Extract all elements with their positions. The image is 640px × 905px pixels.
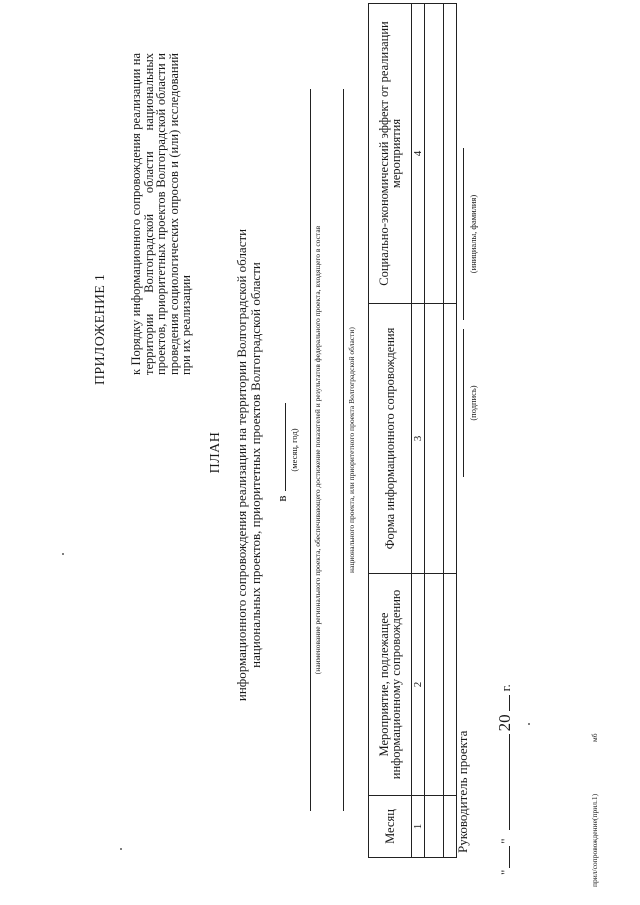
table-row	[425, 4, 444, 858]
column-number-3: 3	[412, 304, 425, 574]
header-effect: Социально-экономический эффект от реализации мероприятия	[369, 4, 412, 304]
table-number-row	[412, 4, 425, 858]
footer-initials: мб	[590, 733, 599, 742]
column-number-4: 4	[412, 4, 425, 304]
table-cell[interactable]	[425, 796, 444, 858]
footer-file-path: прил/сопровождение(прил.1)	[590, 793, 599, 887]
column-number-2: 2	[412, 574, 425, 796]
signature-line	[463, 329, 464, 477]
table-header-row	[369, 4, 412, 858]
header-form: Форма информационного сопровождения	[369, 304, 412, 574]
year-blank	[497, 695, 510, 711]
scan-speck	[120, 848, 122, 850]
name-line	[463, 148, 464, 320]
date-close-quote: "	[498, 838, 513, 844]
day-blank	[497, 846, 510, 868]
header-month: Месяц	[369, 796, 412, 858]
month-caption: (месяц, год)	[289, 428, 299, 472]
project-name-line-2	[343, 89, 344, 811]
header-event: Мероприятие, подлежащее информационному сопровождению	[369, 574, 412, 796]
plan-table	[368, 3, 457, 858]
table-cell[interactable]	[444, 4, 457, 304]
month-prefix: в	[274, 495, 289, 502]
column-number-1: 1	[412, 796, 425, 858]
appendix-title: ПРИЛОЖЕНИЕ 1	[93, 273, 108, 385]
plan-subtitle: информационного сопровождения реализации на территории Волгоградской области национальных проектов, приоритетных проектов Волгоградской области	[234, 228, 263, 702]
table-row	[444, 4, 457, 858]
project-leader-label: Руководитель проекта	[455, 730, 470, 853]
table-cell[interactable]	[425, 304, 444, 574]
signature-caption: (подпись)	[468, 385, 478, 421]
project-name-caption: (наименование регионального проекта, обеспечивающего достижение показателей и результатов федерального проекта, входящего в состав	[313, 225, 322, 675]
month-blank	[273, 403, 286, 491]
date-open-quote: "	[498, 869, 513, 875]
month-name-blank	[497, 734, 510, 830]
date-line	[495, 684, 515, 875]
scan-speck	[528, 723, 530, 725]
date-century: 20	[495, 714, 514, 732]
plan-title: ПЛАН	[208, 431, 223, 474]
name-caption: (инициалы, фамилия)	[468, 194, 478, 274]
project-name-line	[310, 89, 311, 811]
scan-speck	[62, 553, 64, 555]
appendix-text: к Порядку информационного сопровождения реализации на территории Волгоградской области национальных проектов, приоритетных проектов Волгоградской области и проведения социологических опросов и (или) исследований при их реализации	[129, 53, 194, 375]
month-line	[273, 0, 290, 905]
date-year-suffix: г.	[498, 684, 513, 692]
table-cell[interactable]	[425, 574, 444, 796]
project-name-caption-2: национального проекта, или приоритетного проекта Волгоградской области)	[347, 327, 356, 573]
table-cell[interactable]	[444, 304, 457, 574]
table-cell[interactable]	[425, 4, 444, 304]
